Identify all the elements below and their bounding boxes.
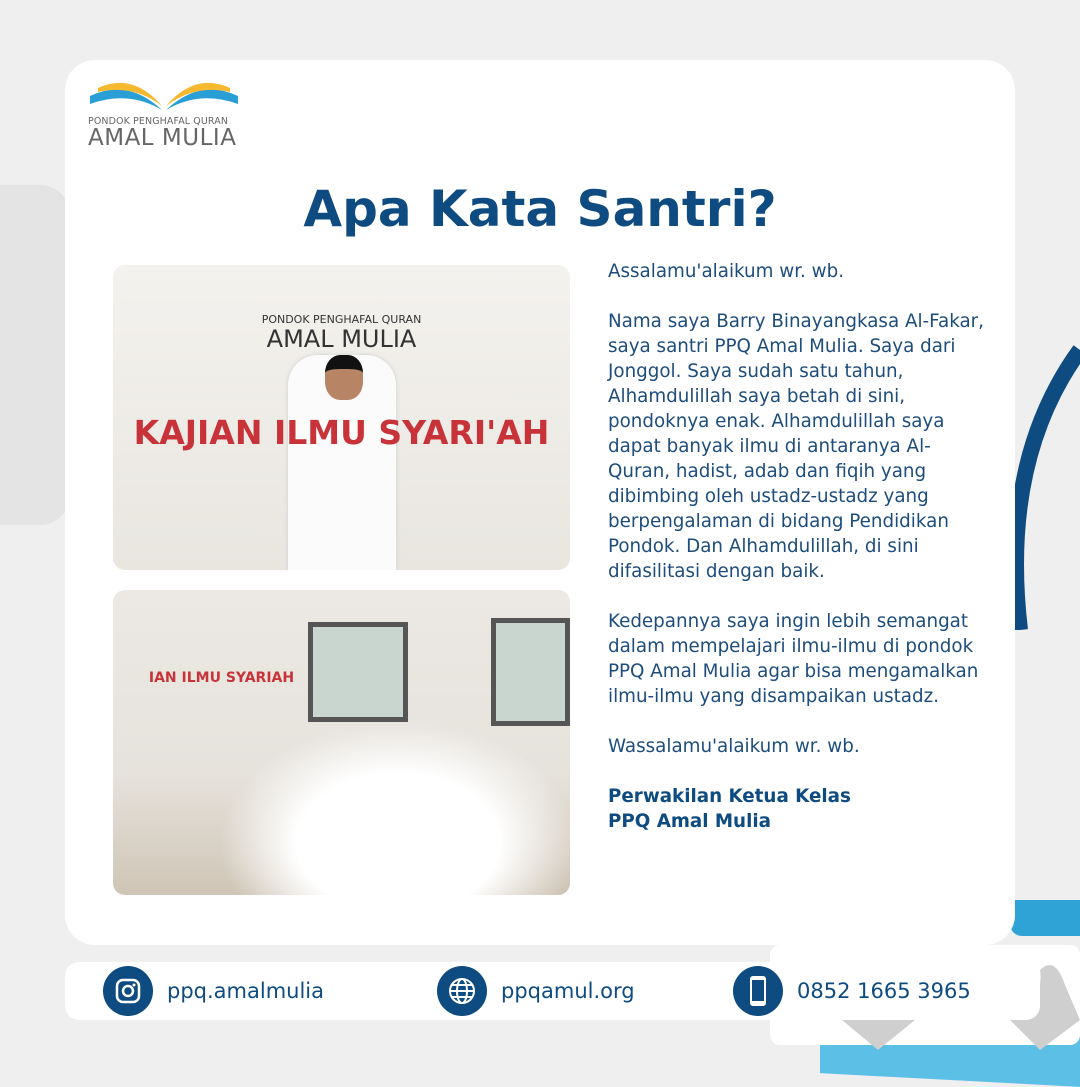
- instagram-link[interactable]: [103, 966, 324, 1016]
- banner-name: AMAL MULIA: [266, 325, 417, 353]
- phone-link[interactable]: [733, 966, 971, 1016]
- logo-subtitle: PONDOK PENGHAFAL QURAN: [88, 116, 229, 127]
- phone-number: 0852 1665 3965: [797, 979, 971, 1003]
- instagram-handle: ppq.amalmulia: [167, 979, 324, 1003]
- signature-line-2: PPQ Amal Mulia: [608, 811, 771, 832]
- banner-headline: IAN ILMU SYARIAH: [148, 670, 295, 686]
- phone-icon: [733, 966, 783, 1016]
- website-url: ppqamul.org: [501, 979, 635, 1003]
- photo-classroom: [113, 590, 570, 895]
- photo-student-portrait: [113, 265, 570, 570]
- open-book-icon: [88, 76, 240, 112]
- testimonial-text: [608, 259, 988, 834]
- instagram-icon: [103, 966, 153, 1016]
- greeting: Assalamu'alaikum wr. wb.: [608, 261, 845, 282]
- banner-headline: KAJIAN ILMU SYARI'AH: [133, 413, 550, 452]
- page-title: Apa Kata Santri?: [303, 180, 777, 238]
- paragraph-2: Kedepannya saya ingin lebih semangat dalam mempelajari ilmu-ilmu di pondok PPQ Amal Mulia agar bisa mengamalkan ilmu-ilmu yang disampaikan ustadz.: [608, 611, 979, 707]
- signature-line-1: Perwakilan Ketua Kelas: [608, 786, 851, 807]
- background-shape-blue-top: [1010, 900, 1080, 936]
- window: [491, 618, 570, 726]
- globe-icon: [437, 966, 487, 1016]
- paragraph-1: Nama saya Barry Binayangkasa Al-Fakar, saya santri PPQ Amal Mulia. Saya dari Jonggol. Saya sudah satu tahun, Alhamdulillah saya betah di sini, pondoknya enak. Alhamdulillah saya dapat banyak ilmu di antaranya Al-Quran, hadist, adab dan fiqih yang dibimbing oleh ustadz-ustadz yang berpengalaman di bidang Pendidikan Pondok. Dan Alhamdulillah, di sini difasilitasi dengan baik.: [608, 311, 984, 582]
- closing: Wassalamu'alaikum wr. wb.: [608, 736, 860, 757]
- banner-subtitle: PONDOK PENGHAFAL QURAN: [261, 313, 422, 326]
- student-head: [325, 355, 363, 400]
- logo: [88, 76, 240, 150]
- website-link[interactable]: [437, 966, 635, 1016]
- logo-name: AMAL MULIA: [88, 125, 237, 151]
- students-group: [218, 720, 570, 895]
